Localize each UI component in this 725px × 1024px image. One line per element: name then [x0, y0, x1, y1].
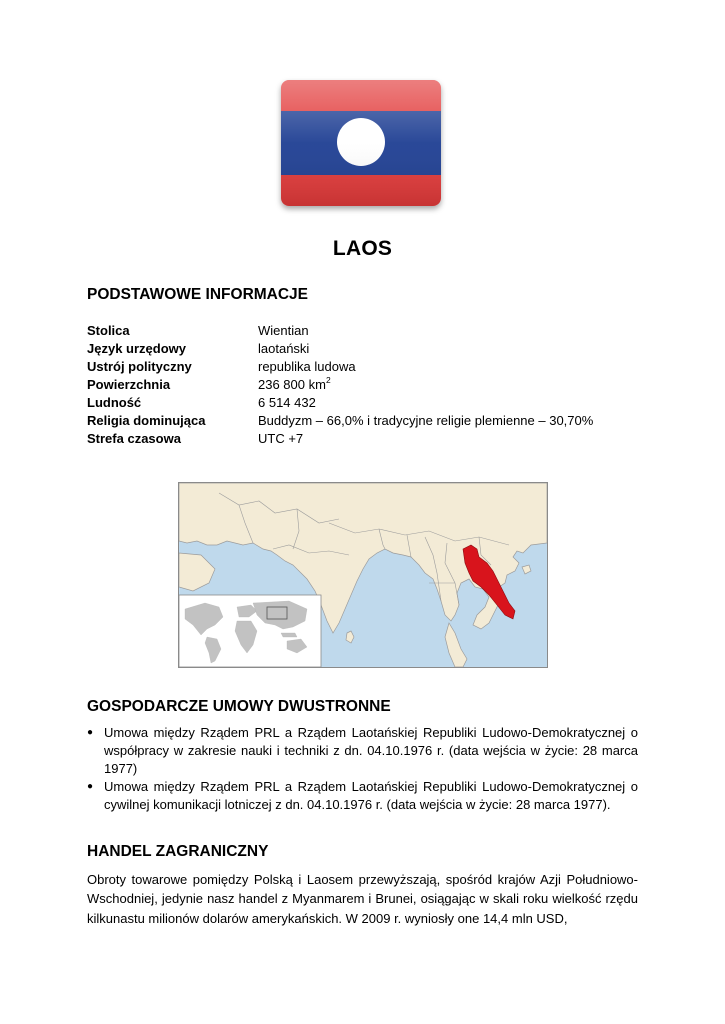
info-label: Religia dominująca — [87, 413, 206, 428]
area-value: 236 800 km — [258, 377, 326, 392]
trade-paragraph: Obroty towarowe pomiędzy Polską i Laosem przewyższają, spośród krajów Azji Południowo-Wschodniej, jedynie nasz handel z Myanmarem i Brunei, osiągając w skali roku wielkość rzędu kilkunastu milionów dolarów amerykańskich. W 2009 r. wyniosły one 14,4 mln USD, — [87, 872, 638, 926]
list-item-text: Umowa między Rządem PRL a Rządem Laotańskiej Republiki Ludowo-Demokratycznej o cywilnej komunikacji lotniczej z dn. 04.10.1976 r. (data wejścia w życie: 28 marca 1977). — [104, 779, 638, 812]
info-value: laotański — [258, 341, 310, 356]
basic-info-heading: PODSTAWOWE INFORMACJE — [87, 286, 309, 303]
bullet-icon: ● — [87, 781, 94, 792]
info-label: Ludność — [87, 395, 142, 410]
location-map-image — [178, 482, 548, 668]
info-label: Powierzchnia — [87, 377, 171, 392]
flag-graphic — [281, 80, 441, 206]
info-label: Strefa czasowa — [87, 431, 181, 446]
info-row — [87, 394, 593, 412]
list-item-text: Umowa między Rządem PRL a Rządem Laotańskiej Republiki Ludowo-Demokratycznej o współpracy w zakresie nauki i techniki z dn. 04.10.1976 r. (data wejścia w życie: 28 marca 1977) — [104, 725, 638, 776]
basic-info-table — [87, 322, 593, 448]
info-row — [87, 340, 593, 358]
list-item — [87, 778, 638, 814]
bullet-icon: ● — [87, 727, 94, 738]
info-label: Język urzędowy — [87, 341, 186, 356]
agreements-heading: GOSPODARCZE UMOWY DWUSTRONNE — [87, 698, 391, 715]
info-row — [87, 430, 593, 448]
info-value: republika ludowa — [258, 359, 356, 374]
info-label: Stolica — [87, 323, 130, 338]
info-row — [87, 376, 593, 394]
info-value: Wientian — [258, 323, 309, 338]
info-value — [258, 376, 331, 394]
agreements-list — [87, 724, 638, 814]
map-graphic — [179, 483, 547, 667]
list-item — [87, 724, 638, 778]
info-value: Buddyzm – 66,0% i tradycyjne religie plemienne – 30,70% — [258, 413, 594, 428]
info-row — [87, 322, 593, 340]
page-title: LAOS — [332, 237, 393, 260]
inset-indonesia — [281, 633, 297, 637]
map-inset-world — [179, 595, 321, 667]
info-value: 6 514 432 — [258, 395, 316, 410]
info-row — [87, 358, 593, 376]
laos-flag-image — [281, 80, 441, 206]
info-label: Ustrój polityczny — [87, 359, 192, 374]
info-value: UTC +7 — [258, 431, 304, 446]
info-row — [87, 412, 593, 430]
area-unit-superscript: 2 — [325, 374, 331, 385]
trade-heading: HANDEL ZAGRANICZNY — [87, 843, 269, 860]
